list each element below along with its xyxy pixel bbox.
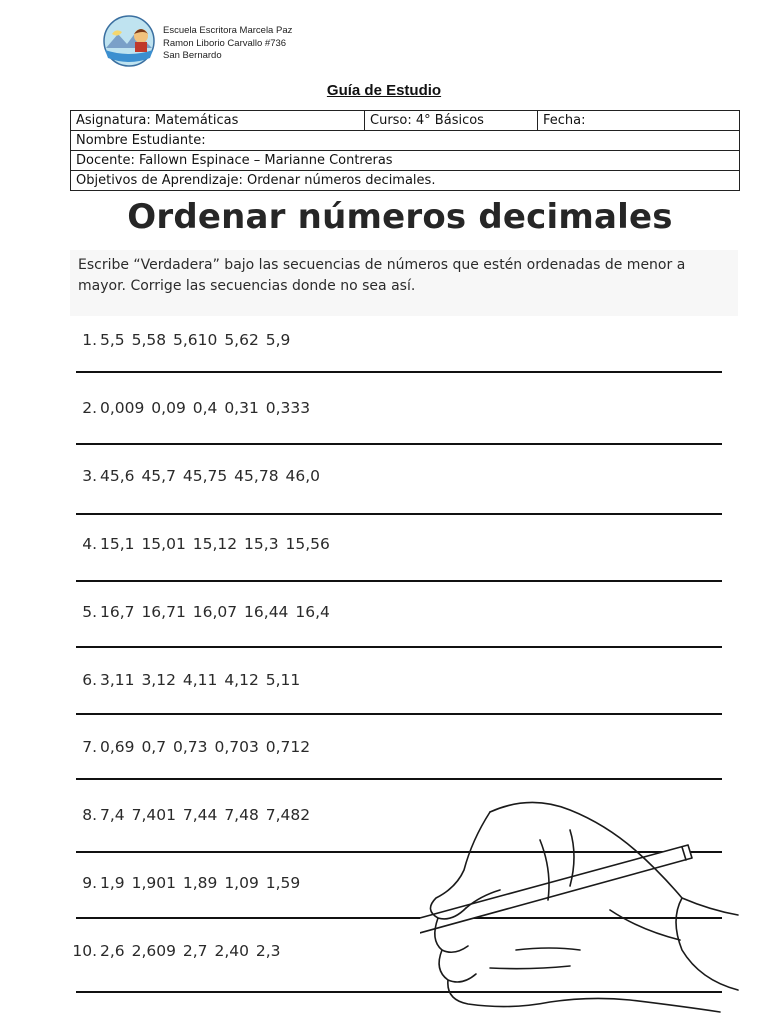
exercise-item [66, 467, 320, 485]
guide-title: Guía de Estudio [326, 82, 442, 99]
exercise-number: 5. [82, 603, 97, 621]
school-address: Ramon Liborio Carvallo #736 [163, 37, 287, 49]
exercise-sequence: 5,5 5,58 5,610 5,62 5,9 [100, 331, 291, 349]
exercise-sequence: 45,6 45,7 45,75 45,78 46,0 [100, 467, 320, 485]
page-title: Ordenar números decimales [127, 197, 673, 237]
exercise-number: 2. [82, 399, 97, 417]
exercise-sequence: 2,6 2,609 2,7 2,40 2,3 [100, 942, 281, 960]
school-info [163, 25, 292, 63]
student-cell[interactable]: Nombre Estudiante: [71, 131, 740, 151]
exercise-sequence: 1,9 1,901 1,89 1,09 1,59 [100, 874, 301, 892]
exercise-item [66, 331, 290, 349]
school-logo [100, 14, 158, 68]
answer-line[interactable] [76, 580, 722, 582]
exercise-sequence: 0,69 0,7 0,73 0,703 0,712 [100, 738, 311, 756]
answer-line[interactable] [76, 646, 722, 648]
info-table [70, 110, 740, 191]
teacher-cell: Docente: Fallown Espinace – Marianne Contreras [71, 151, 740, 171]
answer-line[interactable] [76, 778, 722, 780]
school-city: San Bernardo [163, 50, 222, 61]
exercise-number: 4. [82, 535, 97, 553]
exercise-item [66, 399, 310, 417]
date-cell[interactable]: Fecha: [538, 111, 740, 131]
course-cell: Curso: 4° Básicos [365, 111, 538, 131]
subject-cell: Asignatura: Matemáticas [71, 111, 365, 131]
answer-line[interactable] [76, 371, 722, 373]
exercise-item [66, 806, 310, 824]
exercise-item [66, 603, 330, 621]
exercise-number: 3. [82, 467, 97, 485]
exercise-item [66, 671, 300, 689]
exercise-number: 10. [72, 942, 97, 960]
exercise-sequence: 7,4 7,401 7,44 7,48 7,482 [100, 806, 311, 824]
exercise-item [66, 535, 330, 553]
exercise-number: 1. [82, 331, 97, 349]
objectives-cell: Objetivos de Aprendizaje: Ordenar números decimales. [71, 171, 740, 191]
exercise-sequence: 3,11 3,12 4,11 4,12 5,11 [100, 671, 301, 689]
exercise-sequence: 16,7 16,71 16,07 16,44 16,4 [100, 603, 330, 621]
answer-line[interactable] [76, 443, 722, 445]
exercise-item [66, 874, 300, 892]
school-name: Escuela Escritora Marcela Paz [163, 25, 293, 36]
exercise-number: 9. [82, 874, 97, 892]
instructions-text: Escribe “Verdadera” bajo las secuencias de números que estén ordenadas de menor a mayor. Corrige las secuencias donde no sea así. [78, 257, 686, 294]
exercise-number: 6. [82, 671, 97, 689]
exercise-number: 8. [82, 806, 97, 824]
exercise-item [66, 942, 281, 960]
hand-pencil-illustration [420, 800, 760, 1015]
exercise-sequence: 0,009 0,09 0,4 0,31 0,333 [100, 399, 311, 417]
exercise-number: 7. [82, 738, 97, 756]
instructions-box [70, 250, 738, 316]
exercise-item [66, 738, 310, 756]
exercise-sequence: 15,1 15,01 15,12 15,3 15,56 [100, 535, 330, 553]
answer-line[interactable] [76, 513, 722, 515]
answer-line[interactable] [76, 713, 722, 715]
